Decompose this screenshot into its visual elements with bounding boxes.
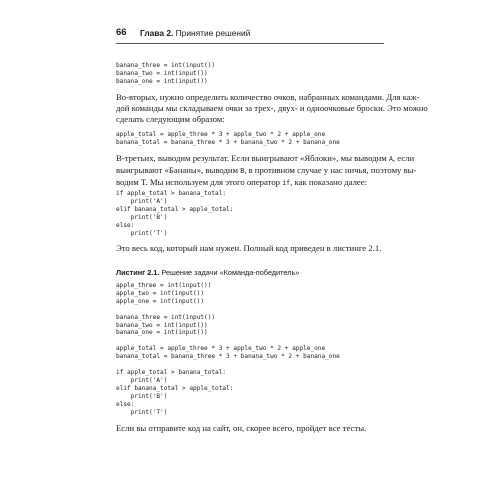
code-line: banana_three = int(input()) [116,62,216,69]
header-divider [116,43,384,44]
listing-label: Листинг 2.1. [116,268,160,277]
paragraph-output-result [116,153,417,189]
text-line: Это весь код, который нам нужен. Полный код приведен в листинге 2.1. [116,243,382,253]
text-line: сделать следующим образом: [116,113,225,124]
code-line: apple_total = apple_three * 3 + apple_two * 2 + apple_one [116,345,326,353]
code-line: banana_total = banana_three * 3 + banana_two * 2 + banana_one [116,353,340,361]
text-run: , как показано далее: [290,176,368,187]
code-line: print('T') [116,408,168,416]
code-line: print('B') [116,213,168,221]
code-block-totals [116,131,340,147]
code-line: apple_three = int(input()) [116,282,212,289]
text-line [116,177,382,189]
text-run: , если [392,153,415,163]
code-line: elif banana_total > apple_total: [116,205,234,213]
code-line: print('A') [116,376,168,384]
code-line: banana_one = int(input()) [116,329,208,337]
chapter-label: Глава 2. [140,27,174,38]
code-line: banana_total = banana_three * 3 + banana_two * 2 + banana_one [116,138,340,146]
code-line: print('T') [116,229,168,237]
code-line: apple_total = apple_three * 3 + apple_two * 2 + apple_one [116,131,326,138]
text-run: водим T. Мы используем для этого оператор [116,176,283,187]
paragraph-submit-note [116,423,382,434]
text-run: , в противном случае у нас ничья, поэтому вы- [244,164,417,175]
running-header [116,27,386,41]
inline-code: B [240,166,245,175]
code-line: apple_one = int(input()) [116,297,205,305]
paragraph-points-calculation [116,92,428,125]
code-line: banana_two = int(input()) [116,69,208,77]
code-line: banana_two = int(input()) [116,321,208,329]
chapter-title: Принятие решений [175,27,251,38]
text-line: дой команды мы складываем очки за трех-, двух- и одноочковые броски. Это можно [116,102,428,113]
code-block-if-statement [116,190,233,237]
code-line: if apple_total > banana_total: [116,190,227,197]
code-line: elif banana_total > apple_total: [116,384,234,392]
paragraph-full-code-note [116,243,382,254]
text-run: выигрывают «Бананы», выводим [116,164,241,175]
text-run: В-третьих, выводим результат. Если выигрывают «Яблоки», мы выводим [116,153,389,163]
text-line [116,164,417,177]
code-line: banana_three = int(input()) [116,313,216,321]
code-line: if apple_total > banana_total: [116,368,227,376]
code-line: else: [116,221,135,229]
code-line: else: [116,400,135,408]
code-line: print('A') [116,197,168,205]
listing-title: Решение задачи «Команда-победитель» [161,268,300,277]
chapter-heading [140,28,250,38]
inline-code: A [388,155,393,163]
inline-code: if [282,178,291,187]
text-line: Если вы отправите код на сайт, он, скорее всего, пройдет все тесты. [116,423,367,433]
code-line: print('B') [116,392,168,400]
page-number: 66 [116,27,127,38]
code-listing-2-1 [116,282,340,416]
text-line [116,153,415,165]
text-line: Во-вторых, нужно определить количество очков, набранных командами. Для каж- [116,92,420,102]
listing-caption [116,268,299,277]
code-line: apple_two = int(input()) [116,289,205,297]
code-line: banana_one = int(input()) [116,77,208,85]
code-block-banana-inputs [116,62,215,86]
